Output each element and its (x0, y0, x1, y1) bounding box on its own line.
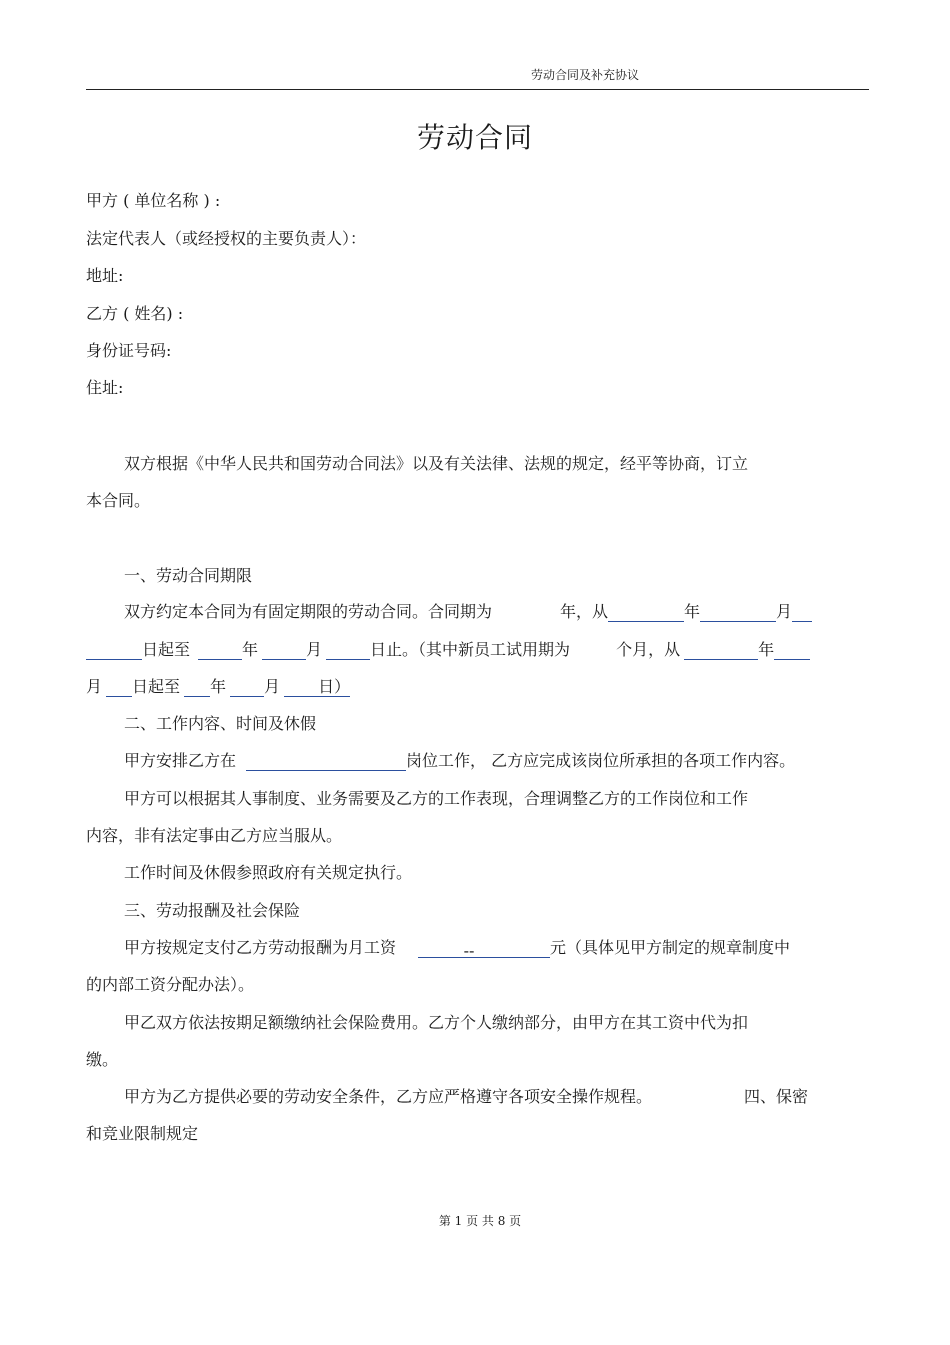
blank-field[interactable] (684, 643, 758, 660)
section-4-heading-start: 四、保密 (744, 1087, 809, 1106)
text: 月 (264, 677, 281, 696)
text: 年 (242, 640, 259, 659)
preamble-line-1: 双方根据《中华人民共和国劳动合同法》以及有关法律、法规的规定，经平等协商，订立 (124, 454, 749, 473)
text: 日） (318, 677, 351, 696)
party-a-line: 甲方 ( 单位名称 ) : (86, 191, 221, 210)
section-1-line-3 (86, 674, 350, 697)
text: 个月，从 (616, 640, 681, 659)
section-3-para-2-line-1: 甲乙双方依法按期足额缴纳社会保险费用。乙方个人缴纳部分，由甲方在其工资中代为扣 (124, 1013, 749, 1032)
text: 年 (210, 677, 227, 696)
text: 岗位工作， 乙方应完成该岗位所承担的各项工作内容。 (406, 751, 796, 770)
text: 日起至 (132, 677, 181, 696)
legal-rep-line: 法定代表人（或经授权的主要负责人）： (86, 229, 367, 248)
address-b-line: 住址: (86, 378, 124, 397)
text: 月 (776, 602, 793, 621)
header-rule (86, 89, 869, 90)
blank-field[interactable] (700, 605, 776, 622)
party-b-line: 乙方 ( 姓名) : (86, 304, 184, 323)
blank-field[interactable] (262, 643, 306, 660)
blank-field[interactable] (326, 643, 370, 660)
text: 双方约定本合同为有固定期限的劳动合同。合同期为 (124, 602, 493, 621)
text: 甲方按规定支付乙方劳动报酬为月工资 (124, 938, 397, 957)
section-3-heading: 三、劳动报酬及社会保险 (124, 901, 301, 920)
address-a-line: 地址: (86, 266, 124, 285)
text: 年 (758, 640, 775, 659)
position-blank-field[interactable] (246, 754, 406, 771)
section-3-para-2-line-2: 缴。 (86, 1050, 119, 1069)
section-3-para-3-line-2: 和竞业限制规定 (86, 1124, 199, 1143)
section-1-line-1 (124, 599, 812, 622)
section-1-line-2 (86, 637, 810, 660)
section-2-para-2-line-1: 甲方可以根据其人事制度、业务需要及乙方的工作表现，合理调整乙方的工作岗位和工作 (124, 789, 749, 808)
text: 甲方为乙方提供必要的劳动安全条件，乙方应严格遵守各项安全操作规程。 (124, 1087, 653, 1106)
section-3-para-1-line-1 (124, 935, 790, 958)
page-header: 劳动合同及补充协议 (530, 68, 639, 82)
blank-field[interactable] (608, 605, 684, 622)
page-footer: 第 1 页 共 8 页 (438, 1214, 522, 1228)
text: 年 (684, 602, 701, 621)
blank-field[interactable] (792, 605, 812, 622)
blank-field[interactable] (106, 680, 132, 697)
section-2-heading: 二、工作内容、时间及休假 (124, 714, 317, 733)
text: 月 (306, 640, 323, 659)
salary-blank-field[interactable]: -- (418, 941, 550, 958)
blank-field[interactable] (284, 680, 318, 697)
section-2-para-3: 工作时间及休假参照政府有关规定执行。 (124, 863, 413, 882)
section-1-heading: 一、劳动合同期限 (124, 566, 253, 585)
text: 月 (86, 677, 103, 696)
blank-field[interactable] (230, 680, 264, 697)
text: 日止。（其中新员工试用期为 (370, 640, 571, 659)
id-number-line: 身份证号码: (86, 341, 172, 360)
blank-field[interactable] (198, 643, 242, 660)
section-3-para-3-line-1 (124, 1084, 808, 1107)
blank-field[interactable] (86, 643, 142, 660)
text: 日起至 (142, 640, 191, 659)
preamble-line-2: 本合同。 (86, 491, 151, 510)
section-2-para-1 (124, 748, 795, 771)
text: 元（具体见甲方制定的规章制度中 (550, 938, 791, 957)
text: 甲方安排乙方在 (124, 751, 237, 770)
blank-field[interactable] (774, 643, 810, 660)
text: 年，从 (560, 602, 609, 621)
document-title: 劳动合同 (416, 121, 533, 154)
section-2-para-2-line-2: 内容，非有法定事由乙方应当服从。 (86, 826, 343, 845)
blank-field[interactable] (184, 680, 210, 697)
section-3-para-1-line-2: 的内部工资分配办法）。 (86, 975, 255, 994)
